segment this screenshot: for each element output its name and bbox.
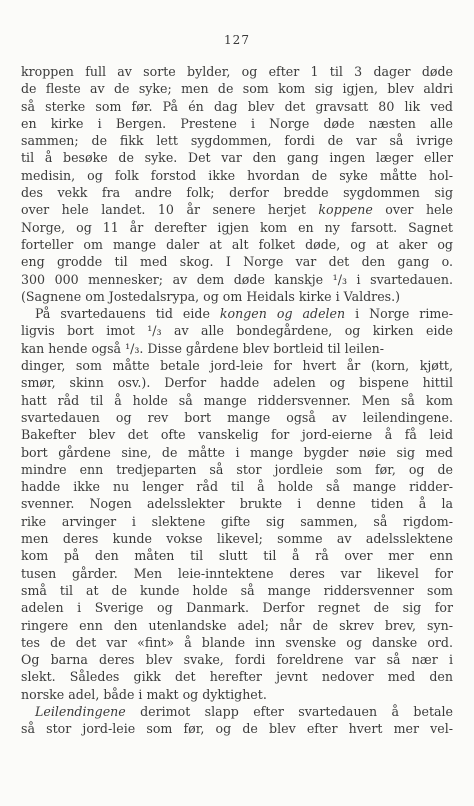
text-segment: derimot slapp efter svartedauen å betale bbox=[125, 703, 453, 719]
page-number: 127 bbox=[224, 33, 250, 47]
text-segment: smør, skinn osv.). Derfor hadde adelen og bispene hittil bbox=[21, 375, 453, 391]
text-segment: kroppen full av sorte bylder, og efter 1 til 3 dager døde bbox=[21, 64, 453, 79]
text-line bbox=[21, 651, 453, 668]
text-segment: 300 000 mennesker; av dem døde kanskje ¹/₃ i svartedauen. bbox=[21, 271, 453, 287]
text-line bbox=[21, 565, 453, 582]
text-line bbox=[21, 703, 453, 720]
text-line bbox=[21, 184, 453, 201]
text-segment: i Norge rime- bbox=[345, 306, 453, 322]
text-segment: så sterke som før. På én dag blev det gravsatt 80 lik ved bbox=[21, 98, 453, 114]
text-segment: tusen gårder. Men leie-inntektene deres var likevel for bbox=[21, 565, 453, 581]
text-segment: hadde ikke nu lenger råd til å holde så mange ridder- bbox=[21, 479, 453, 495]
text-line bbox=[21, 617, 453, 634]
text-segment: adelen i Sverige og Danmark. Derfor regnet de sig for bbox=[21, 600, 453, 616]
text-line bbox=[21, 392, 453, 409]
text-line bbox=[21, 271, 453, 288]
body-text bbox=[21, 63, 453, 738]
text-segment: til å besøke de syke. Det var den gang ingen læger eller bbox=[21, 150, 453, 166]
text-line bbox=[21, 720, 453, 737]
text-segment: svenner. Nogen adelsslekter brukte i denne tiden å la bbox=[21, 496, 453, 512]
text-line bbox=[21, 149, 453, 166]
text-segment: mindre enn tredjeparten så stor jordleie som før, og de bbox=[21, 461, 453, 477]
text-line bbox=[21, 115, 453, 132]
text-segment: over hele landet. 10 år senere herjet bbox=[21, 202, 319, 218]
text-line bbox=[21, 478, 453, 495]
italic-term: koppene bbox=[318, 202, 373, 218]
text-segment: eng grodde til med skog. I Norge var det den gang o. bbox=[21, 254, 453, 270]
text-line bbox=[21, 409, 453, 426]
text-line bbox=[21, 357, 453, 374]
text-segment: rike arvinger i slektene gifte sig sammen, så rigdom- bbox=[21, 513, 453, 529]
text-segment: men deres kunde vokse likevel; somme av adelsslektene bbox=[21, 531, 453, 547]
text-line bbox=[21, 80, 453, 97]
text-segment: På svartedauens tid eide bbox=[35, 306, 220, 322]
text-line bbox=[21, 236, 453, 253]
text-line bbox=[21, 98, 453, 115]
text-line bbox=[21, 547, 453, 564]
text-segment: norske adel, både i makt og dyktighet. bbox=[21, 686, 267, 702]
text-line bbox=[21, 582, 453, 599]
text-segment: sammen; de fikk lett sygdommen, fordi de var så ivrige bbox=[21, 133, 453, 149]
text-segment: de fleste av de syke; men de som kom sig igjen, blev aldri bbox=[21, 81, 453, 97]
text-segment: svartedauen og rev bort mange også av leilendingene. bbox=[21, 409, 453, 425]
text-segment: Bakefter blev det ofte vanskelig for jord-eierne å få leid bbox=[21, 427, 453, 443]
text-line bbox=[21, 444, 453, 461]
text-segment: så stor jord-leie som før, og de blev efter hvert mer vel- bbox=[21, 721, 453, 737]
text-segment: dinger, som måtte betale jord-leie for hvert år (korn, kjøtt, bbox=[21, 358, 453, 374]
text-line bbox=[21, 426, 453, 443]
text-segment: bort gårdene sine, de måtte i mange bygder nøie sig med bbox=[21, 444, 453, 460]
text-line bbox=[21, 167, 453, 184]
text-line bbox=[21, 530, 453, 547]
text-line bbox=[21, 513, 453, 530]
text-segment: små til at de kunde holde så mange riddersvenner som bbox=[21, 582, 453, 598]
text-segment: des vekk fra andre folk; derfor bredde sygdommen sig bbox=[21, 185, 453, 201]
text-line bbox=[21, 340, 453, 357]
text-line bbox=[21, 201, 453, 218]
text-segment: ligvis bort imot ¹/₃ av alle bondegårdene, og kirken eide bbox=[21, 323, 453, 339]
text-line bbox=[21, 253, 453, 270]
italic-term: Leilendingene bbox=[35, 703, 126, 719]
text-line bbox=[21, 461, 453, 478]
text-segment: Og barna deres blev svake, fordi foreldrene var så nær i bbox=[21, 652, 453, 668]
italic-term: kongen og adelen bbox=[219, 306, 346, 322]
text-line bbox=[21, 63, 453, 80]
text-segment: tes de det var «fint» å blande inn svenske og danske ord. bbox=[21, 634, 453, 650]
text-segment: en kirke i Bergen. Prestene i Norge døde næsten alle bbox=[21, 115, 453, 131]
text-segment: over hele bbox=[372, 202, 453, 218]
text-line bbox=[21, 132, 453, 149]
text-line bbox=[21, 322, 453, 339]
text-line bbox=[21, 219, 453, 236]
text-segment: kom på den måten til slutt til å rå over mer enn bbox=[21, 548, 453, 564]
text-segment: forteller om mange daler at alt folket døde, og at aker og bbox=[21, 236, 453, 252]
text-line bbox=[21, 288, 453, 305]
text-line bbox=[21, 495, 453, 512]
text-line bbox=[21, 599, 453, 616]
text-segment: medisin, og folk forstod ikke hvordan de syke måtte hol- bbox=[21, 167, 453, 183]
text-segment: hatt råd til å holde så mange riddersvenner. Men så kom bbox=[21, 392, 453, 408]
text-segment: (Sagnene om Jostedalsrypa, og om Heidals kirke i Valdres.) bbox=[21, 288, 401, 304]
text-segment: ringere enn den utenlandske adel; når de skrev brev, syn- bbox=[21, 617, 453, 633]
text-segment: Norge, og 11 år derefter igjen kom en ny farsott. Sagnet bbox=[21, 219, 453, 235]
text-line bbox=[21, 686, 453, 703]
text-line bbox=[21, 374, 453, 391]
text-segment: slekt. Således gikk det herefter jevnt nedover med den bbox=[21, 669, 453, 685]
text-line bbox=[21, 305, 453, 322]
text-line bbox=[21, 668, 453, 685]
text-segment: kan hende også ¹/₃. Disse gårdene blev bortleid til leilen- bbox=[21, 340, 385, 356]
text-line bbox=[21, 634, 453, 651]
